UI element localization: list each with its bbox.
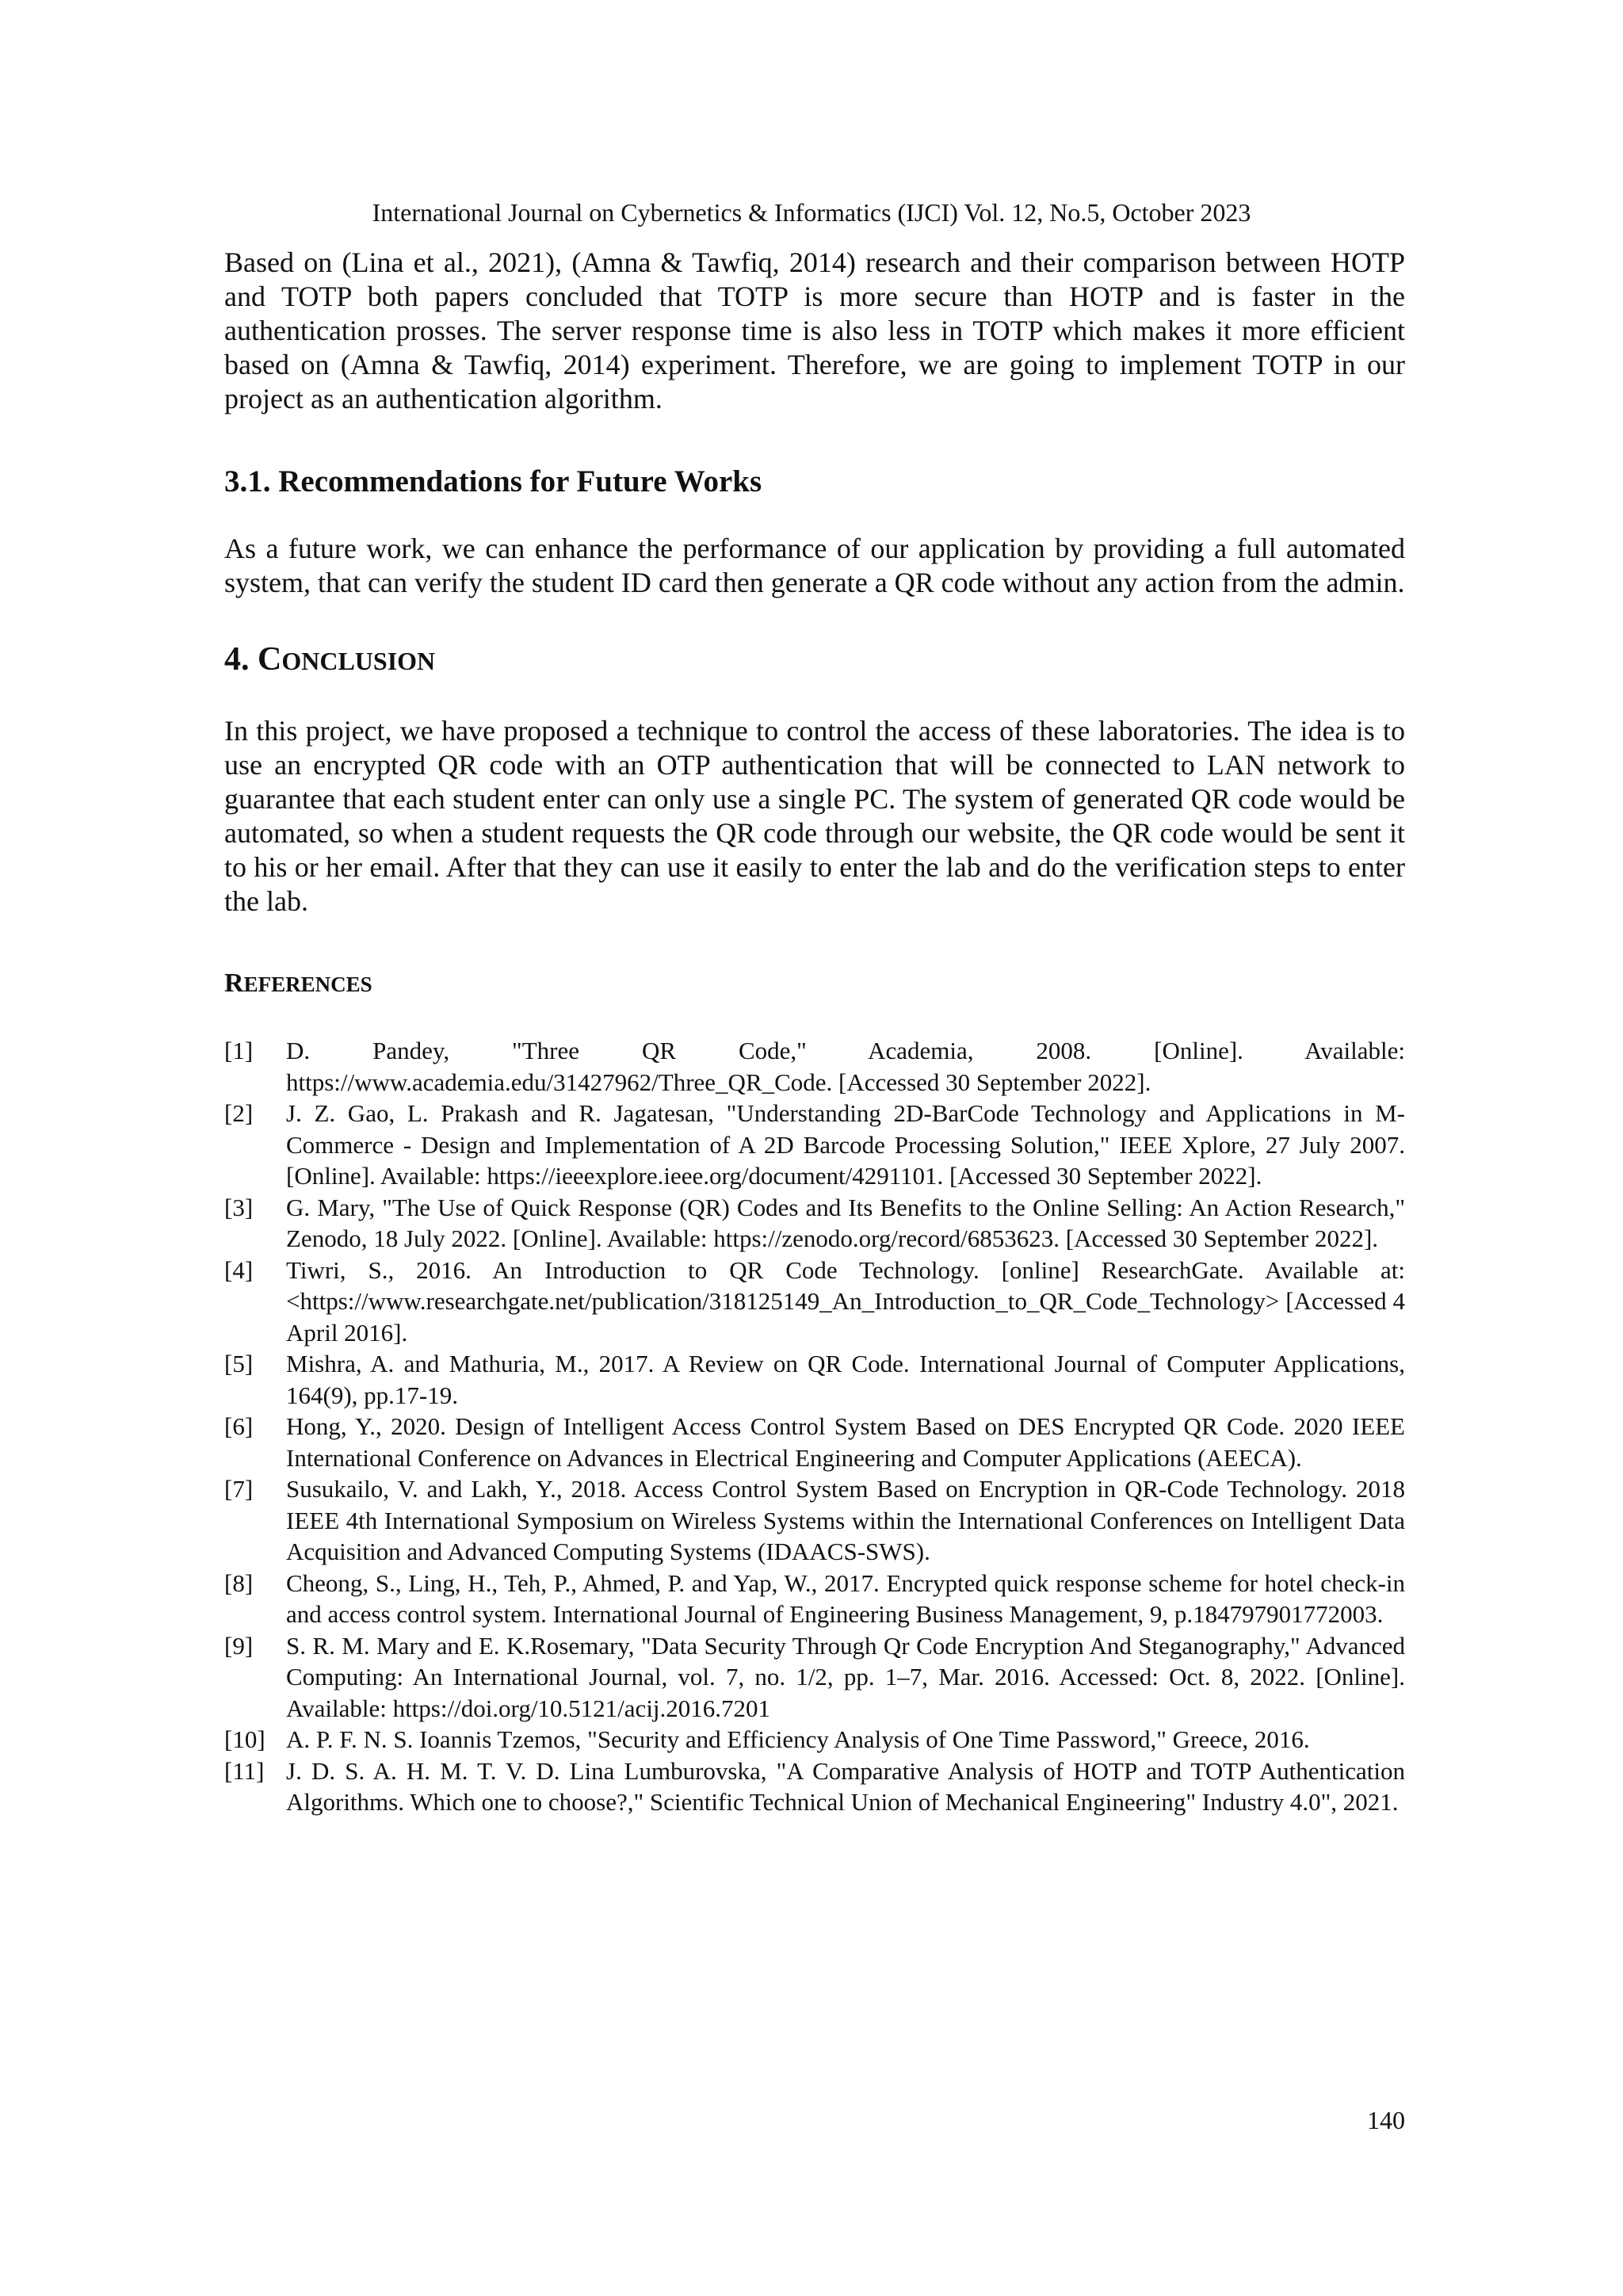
section-title-initial: C (258, 641, 282, 678)
reference-text: Susukailo, V. and Lakh, Y., 2018. Access Control System Based on Encryption in QR-Code Technology. 2018 IEEE 4th International Symposium on Wireless Systems within the International Conferences on Intelligent Data Acquisition and Advanced Computing Systems (IDAACS-SWS). (286, 1475, 1405, 1565)
references-heading-initial: R (224, 968, 244, 998)
reference-number: [2] (224, 1099, 254, 1127)
section-title-rest: ONCLUSION (281, 647, 436, 675)
reference-number: [6] (224, 1412, 254, 1440)
reference-item (224, 1348, 1405, 1411)
reference-item (224, 1630, 1405, 1725)
reference-number: [9] (224, 1631, 254, 1660)
reference-text: D. Pandey, "Three QR Code," Academia, 2008. [Online]. Available: https://www.academia.edu/31427962/Three_QR_Code. [Accessed 30 September 2022]. (286, 1037, 1405, 1096)
conclusion-paragraph: In this project, we have proposed a technique to control the access of these laboratories. The idea is to use an encrypted QR code with an OTP authentication that will be connected to LAN network to guarantee that each student enter can only use a single PC. The system of generated QR code would be automated, so when a student requests the QR code through our website, the QR code would be sent it to his or her email. After that they can use it easily to enter the lab and do the verification steps to enter the lab. (224, 715, 1405, 917)
subsection-heading (224, 464, 1405, 500)
reference-item (224, 1411, 1405, 1473)
reference-text: J. Z. Gao, L. Prakash and R. Jagatesan, "Understanding 2D-BarCode Technology and Applications in M-Commerce - Design and Implementation of A 2D Barcode Processing Solution," IEEE Xplore, 27 July 2007. [Online]. Available: https://ieeexplore.ieee.org/document/4291101. [Accessed 30 September 2022]. (286, 1099, 1405, 1190)
page-number: 140 (1367, 2106, 1405, 2134)
reference-number: [1] (224, 1037, 254, 1064)
reference-text: Tiwri, S., 2016. An Introduction to QR Code Technology. [online] ResearchGate. Available at: <https://www.researchgate.net/publication/318125149_An_Introduction_to_QR_Code_Technology> [Accessed 4 April 2016]. (286, 1255, 1405, 1347)
reference-number: [4] (224, 1255, 254, 1284)
reference-item (224, 1755, 1405, 1818)
reference-number: [5] (224, 1350, 254, 1377)
references-heading (224, 968, 1405, 1000)
reference-text: G. Mary, "The Use of Quick Response (QR) Codes and Its Benefits to the Online Selling: An Action Research," Zenodo, 18 July 2022. [Online]. Available: https://zenodo.org/record/6853623. [Accessed 30 September 2022]. (286, 1193, 1405, 1252)
reference-number: [10] (224, 1725, 265, 1753)
page-content (224, 246, 1405, 1818)
reference-item (224, 1192, 1405, 1255)
future-works-paragraph: As a future work, we can enhance the performance of our application by providing a full automated system, that can verify the student ID card then generate a QR code without any action from the admin. (224, 533, 1405, 598)
reference-text: Cheong, S., Ling, H., Teh, P., Ahmed, P. and Yap, W., 2017. Encrypted quick response scheme for hotel check-in and access control system. International Journal of Engineering Business Management, 9, p.184797901772003. (286, 1568, 1405, 1628)
reference-item (224, 1098, 1405, 1192)
reference-item (224, 1255, 1405, 1349)
reference-item (224, 1035, 1405, 1098)
reference-text: S. R. M. Mary and E. K.Rosemary, "Data Security Through Qr Code Encryption And Steganography," Advanced Computing: An International Journal, vol. 7, no. 1/2, pp. 1–7, Mar. 2016. Accessed: Oct. 8, 2022. [Online]. Available: https://doi.org/10.5121/acij.2016.7201 (286, 1631, 1405, 1722)
running-header: International Journal on Cybernetics & Informatics (IJCI) Vol. 12, No.5, October 2023 (372, 198, 1251, 227)
reference-item (224, 1473, 1405, 1568)
reference-list (224, 1035, 1405, 1818)
references-heading-rest: EFERENCES (243, 972, 372, 996)
reference-text: Hong, Y., 2020. Design of Intelligent Access Control System Based on DES Encrypted QR Code. 2020 IEEE International Conference on Advances in Electrical Engineering and Computer Applications (AEECA). (286, 1412, 1405, 1472)
reference-text: J. D. S. A. H. M. T. V. D. Lina Lumburovska, "A Comparative Analysis of HOTP and TOTP Authentication Algorithms. Which one to choose?," Scientific Technical Union of Mechanical Engineering" Industry 4.0", 2021. (286, 1756, 1405, 1816)
reference-number: [3] (224, 1193, 254, 1221)
reference-number: [7] (224, 1475, 254, 1503)
section-number: 4. (224, 641, 250, 678)
reference-number: [8] (224, 1568, 254, 1597)
reference-number: [11] (224, 1756, 265, 1785)
reference-text: Mishra, A. and Mathuria, M., 2017. A Review on QR Code. International Journal of Computer Applications, 164(9), pp.17-19. (286, 1350, 1405, 1409)
conclusion-heading (224, 640, 1405, 681)
reference-text: A. P. F. N. S. Ioannis Tzemos, "Security and Efficiency Analysis of One Time Password," Greece, 2016. (286, 1725, 1310, 1753)
intro-paragraph: Based on (Lina et al., 2021), (Amna & Tawfiq, 2014) research and their comparison between HOTP and TOTP both papers concluded that TOTP is more secure than HOTP and is faster in the authentication prosses. The server response time is also less in TOTP which makes it more efficient based on (Amna & Tawfiq, 2014) experiment. Therefore, we are going to implement TOTP in our project as an authentication algorithm. (224, 246, 1405, 415)
subsection-title: Recommendations for Future Works (278, 464, 762, 499)
reference-item (224, 1568, 1405, 1630)
reference-item (224, 1724, 1405, 1755)
subsection-number: 3.1. (224, 464, 271, 499)
